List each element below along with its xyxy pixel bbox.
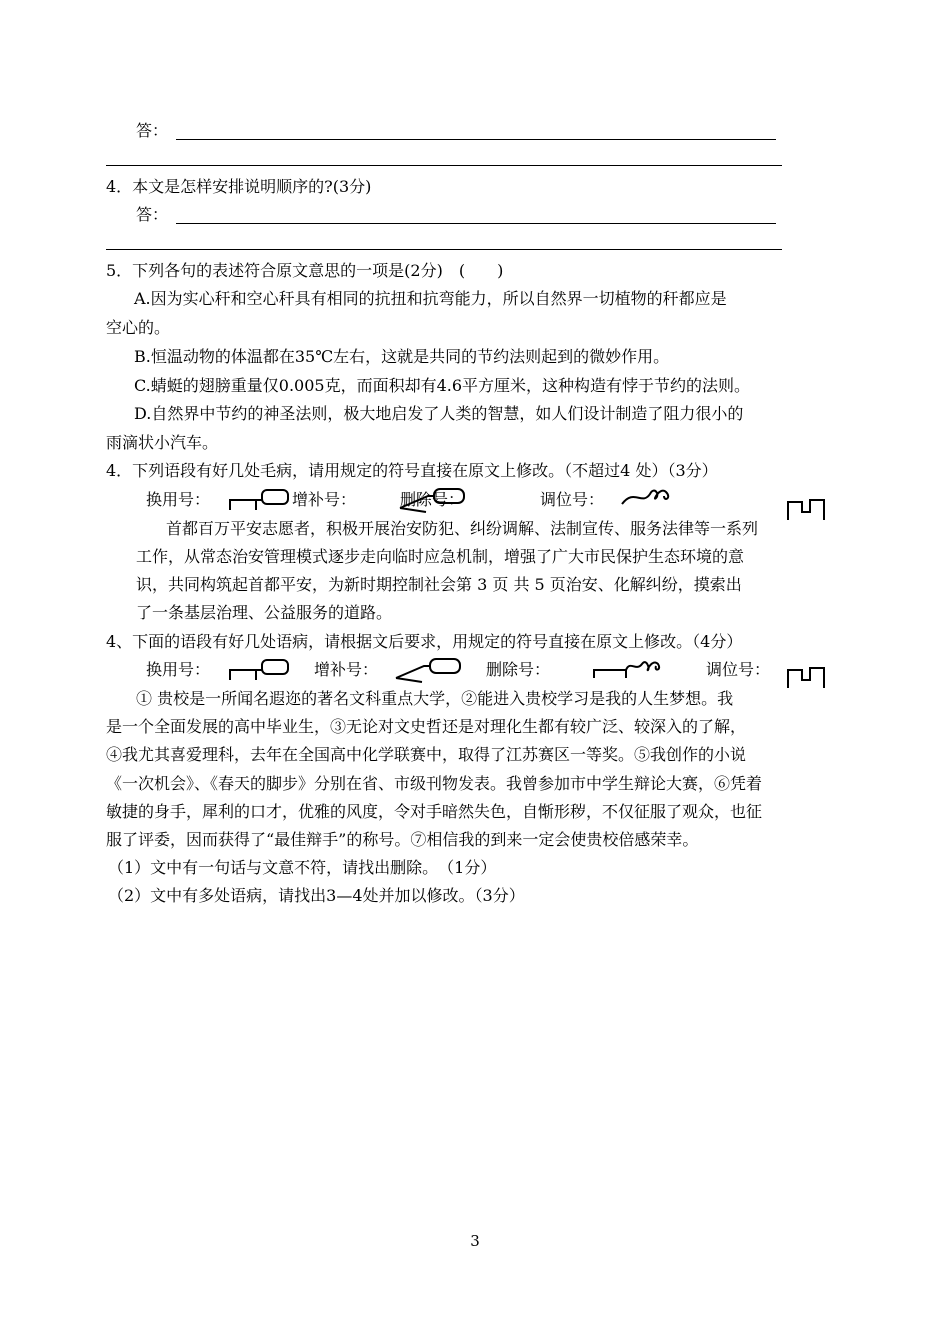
question-title: 4．下列语段有好几处毛病，请用规定的符号直接在原文上修改。（不超过4 处）（3分） xyxy=(106,461,718,480)
delete-symbol-label: 删除号： xyxy=(400,490,465,509)
add-symbol-label: 增补号： xyxy=(314,660,379,679)
option-c: C.蜻蜓的翅膀重量仅0.005克，而面积却有4.6平方厘米，这种构造有悖于节约的法则。 xyxy=(134,376,751,395)
replace-symbol-label: 换用号： xyxy=(146,490,211,509)
replace-symbol-label: 换用号： xyxy=(146,660,211,679)
move-mark-icon xyxy=(784,496,828,522)
delete-symbol-label: 删除号： xyxy=(486,660,551,679)
add-symbol-label: 增补号： xyxy=(292,490,357,509)
passage-line: ① 贵校是一所闻名遐迩的著名文科重点大学，②能进入贵校学习是我的人生梦想。我 xyxy=(136,689,734,708)
answer-line[interactable] xyxy=(176,223,776,224)
option-a-continued: 空心的。 xyxy=(106,318,171,337)
passage-line: ④我尤其喜爱理科，去年在全国高中化学联赛中，取得了江苏赛区一等奖。⑤我创作的小说 xyxy=(106,745,747,764)
answer-label: 答： xyxy=(136,121,169,140)
answer-line[interactable] xyxy=(106,165,782,166)
move-symbol-label: 调位号： xyxy=(540,490,605,509)
option-d: D.自然界中节约的神圣法则，极大地启发了人类的智慧，如人们设计制造了阻力很小的 xyxy=(134,404,744,423)
move-symbol-label: 调位号： xyxy=(706,660,771,679)
passage-line: 了一条基层治理、公益服务的道路。 xyxy=(136,603,393,622)
sub-question: （1）文中有一句话与文意不符，请找出删除。 （1分） xyxy=(108,858,497,877)
option-b: B.恒温动物的体温都在35℃左右，这就是共同的节约法则起到的微妙作用。 xyxy=(134,347,670,366)
answer-line[interactable] xyxy=(106,249,782,250)
passage-line: 工作，从常态治安管理模式逐步走向临时应急机制，增强了广大市民保护生态环境的意 xyxy=(136,547,745,566)
option-d-continued: 雨滴状小汽车。 xyxy=(106,433,219,452)
passage-line: 识，共同构筑起首都平安，为新时期控制社会第 3 页 共 5 页治安、化解纠纷，摸索出 xyxy=(136,575,742,594)
replace-mark-icon xyxy=(226,488,292,514)
move-mark-icon xyxy=(784,664,828,690)
passage-line: 服了评委，因而获得了“最佳辩手”的称号。⑦相信我的到来一定会使贵校倍感荣幸。 xyxy=(106,830,699,849)
sub-question: （2）文中有多处语病，请找出3—4处并加以修改。（3分） xyxy=(108,886,525,905)
answer-line[interactable] xyxy=(176,139,776,140)
answer-label: 答： xyxy=(136,205,169,224)
passage-line: 是一个全面发展的高中毕业生，③无论对文史哲还是对理化生都有较广泛、较深入的了解， xyxy=(106,717,747,736)
delete-mark-icon xyxy=(620,484,676,512)
passage-line: 敏捷的身手，犀利的口才，优雅的风度，令对手暗然失色，自惭形秽，不仅征服了观众，也征 xyxy=(106,802,763,821)
add-mark-icon xyxy=(394,656,470,684)
passage-line: 《一次机会》、《春天的脚步》分别在省、市级刊物发表。我曾参加市中学生辩论大赛，⑥凭着 xyxy=(106,774,763,793)
question-title: 4．本文是怎样安排说明顺序的?(3分) xyxy=(106,177,372,196)
page-number: 3 xyxy=(470,1232,480,1250)
passage-line: 首都百万平安志愿者，积极开展治安防犯、纠纷调解、法制宣传、服务法律等一系列 xyxy=(166,519,759,538)
option-a: A.因为实心秆和空心秆具有相同的抗扭和抗弯能力，所以自然界一切植物的秆都应是 xyxy=(134,289,727,308)
replace-mark-icon xyxy=(226,658,292,684)
question-title: 4、下面的语段有好几处语病，请根据文后要求，用规定的符号直接在原文上修改。（4分） xyxy=(106,632,743,651)
question-title: 5．下列各句的表述符合原文意思的一项是(2分) ( ) xyxy=(106,261,504,280)
delete-mark-icon xyxy=(590,656,664,684)
